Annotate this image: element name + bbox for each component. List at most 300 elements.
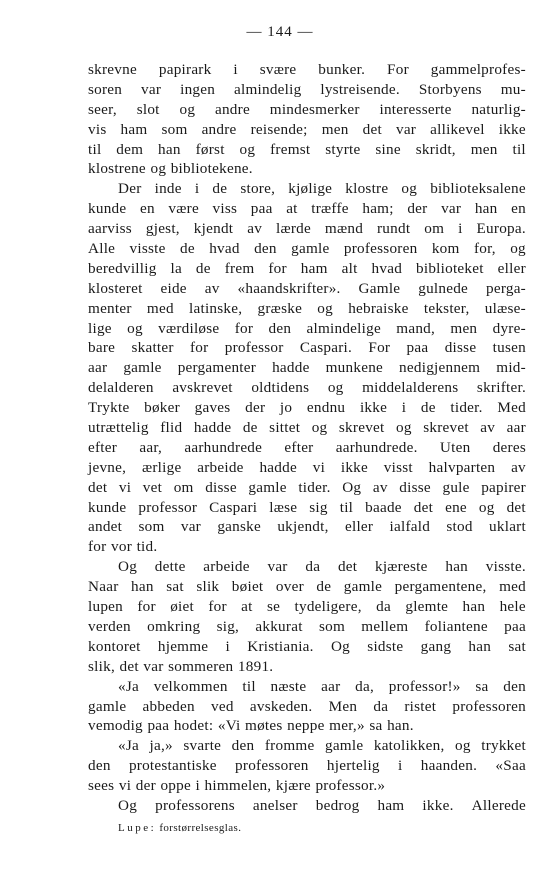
text-line xyxy=(88,796,526,816)
word: en xyxy=(511,200,526,218)
word: og xyxy=(317,299,333,317)
word: stod xyxy=(446,518,473,536)
word: la xyxy=(170,259,182,277)
word: gamle xyxy=(248,478,287,496)
word: til xyxy=(339,498,354,516)
word: vi xyxy=(118,478,132,496)
word: mer,» xyxy=(329,717,365,735)
word: andre xyxy=(214,100,250,118)
word: vi xyxy=(118,777,132,795)
word: professor xyxy=(224,339,284,357)
word: hvad xyxy=(209,240,240,258)
word: hadde xyxy=(272,359,310,377)
text-line xyxy=(88,498,526,518)
word: haanden. xyxy=(420,757,478,775)
text-line xyxy=(88,159,526,179)
word: skrevet xyxy=(423,419,469,437)
text-line xyxy=(88,478,526,498)
text-line xyxy=(88,776,526,796)
word: for xyxy=(234,319,254,337)
word: neppe xyxy=(287,717,325,735)
word: mellem xyxy=(361,617,409,635)
word: gule xyxy=(442,478,470,496)
word: skatter xyxy=(131,339,174,357)
word: det xyxy=(362,120,382,138)
word: og xyxy=(401,180,418,198)
word: latinske, xyxy=(189,299,243,317)
word: for xyxy=(190,339,209,357)
word: og xyxy=(127,319,143,337)
word: eller xyxy=(497,259,526,277)
word: viss xyxy=(212,200,238,218)
word: det xyxy=(506,498,526,516)
word: at xyxy=(286,200,298,218)
word: sommeren xyxy=(168,657,234,675)
text-line xyxy=(88,279,526,299)
text-line xyxy=(88,239,526,259)
word: 1891. xyxy=(237,657,274,675)
word: avskrevet xyxy=(172,379,233,397)
word: var xyxy=(441,200,462,218)
word: den xyxy=(231,737,255,755)
word: professor.» xyxy=(315,777,386,795)
word: der xyxy=(407,200,428,218)
word: men xyxy=(450,319,478,337)
word: Naar xyxy=(88,578,119,596)
word: der xyxy=(135,777,156,795)
word: hodet: xyxy=(173,717,214,735)
word: da xyxy=(373,697,389,715)
word: da, xyxy=(355,677,375,695)
text-line xyxy=(88,259,526,279)
word: om xyxy=(173,478,194,496)
word: var xyxy=(267,558,288,576)
word: styrte xyxy=(325,140,361,158)
word: Storbyens xyxy=(418,80,482,98)
word: papirer xyxy=(481,478,526,496)
word: men xyxy=(321,120,349,138)
word: bunker. xyxy=(318,61,366,78)
word: ulæse- xyxy=(484,299,526,317)
page-number: — 144 — xyxy=(246,24,314,40)
word: skrevne xyxy=(88,61,137,78)
word: foliantene xyxy=(424,617,488,635)
word: endnu xyxy=(306,399,346,417)
word: lystreisende. xyxy=(320,80,400,98)
word: den xyxy=(254,240,277,258)
word: ialfald xyxy=(389,518,431,536)
text-line xyxy=(88,537,526,557)
word: det xyxy=(88,478,108,496)
word: var xyxy=(141,80,162,98)
word: sa xyxy=(369,717,383,735)
word: bøiet xyxy=(231,578,264,596)
word: om xyxy=(424,220,445,238)
text-line xyxy=(88,577,526,597)
word: være xyxy=(168,200,199,218)
word: for xyxy=(268,259,287,277)
word: slik, xyxy=(88,657,115,675)
word: professoren xyxy=(235,757,309,775)
word: arbeide xyxy=(197,458,244,476)
word: professor xyxy=(138,498,198,516)
word: gaves xyxy=(194,399,231,417)
word: i xyxy=(194,180,200,198)
word: gamle xyxy=(343,578,383,596)
text-line xyxy=(88,80,526,100)
word: verden xyxy=(88,617,131,635)
word: disse xyxy=(399,478,431,496)
word: fromme xyxy=(264,737,315,755)
word: svære xyxy=(259,61,297,78)
word: flid xyxy=(160,419,183,437)
word: i xyxy=(458,220,463,238)
word: var xyxy=(180,518,201,536)
word: og xyxy=(478,498,495,516)
word: over xyxy=(275,578,304,596)
word: hadde xyxy=(193,419,232,437)
word: de xyxy=(316,578,332,596)
word: Og xyxy=(118,558,138,576)
word: rundt xyxy=(377,220,411,238)
word: professorens xyxy=(155,796,235,814)
word: dette xyxy=(154,558,186,576)
word: reisende; xyxy=(250,120,308,138)
word: næste xyxy=(270,677,307,695)
word: hebraiske xyxy=(348,299,409,317)
word: kjære xyxy=(275,777,311,795)
word: almindelig xyxy=(233,80,302,98)
word: Med xyxy=(497,399,526,417)
word: «Ja xyxy=(118,737,139,755)
word: halvparten xyxy=(428,458,496,476)
word: var xyxy=(395,120,417,138)
word: naturlig- xyxy=(471,100,526,118)
word: med xyxy=(499,578,526,596)
word: sees xyxy=(88,777,115,795)
word: biblioteksalene xyxy=(430,180,526,198)
word: øiet xyxy=(170,598,194,616)
word: andet xyxy=(88,518,123,536)
word: som xyxy=(161,120,188,138)
word: «Saa xyxy=(495,757,526,775)
word: velkommen xyxy=(153,677,228,695)
word: kjendt xyxy=(193,220,234,238)
word: klostre xyxy=(345,180,389,198)
word: da xyxy=(376,598,391,616)
word: han xyxy=(445,558,469,576)
word: i xyxy=(398,757,403,775)
word: træffe xyxy=(311,200,349,218)
word: vor xyxy=(111,538,133,556)
word: av xyxy=(480,419,496,437)
word: avskeden. xyxy=(249,697,313,715)
word: for, xyxy=(473,240,496,258)
word: bare xyxy=(88,339,116,357)
word: gammelprofes- xyxy=(430,61,526,78)
word: ganske xyxy=(217,518,261,536)
word: kunde xyxy=(88,200,127,218)
word: tider. xyxy=(450,399,483,417)
word: og xyxy=(239,140,256,158)
word: sig xyxy=(309,498,328,516)
text-line xyxy=(88,140,526,160)
word: sidste xyxy=(367,637,404,655)
word: glemte xyxy=(405,598,449,616)
word: inde xyxy=(154,180,182,198)
word: menter xyxy=(88,299,132,317)
word: Og xyxy=(118,796,138,814)
word: soren xyxy=(88,80,123,98)
word: han xyxy=(474,200,498,218)
word: visste. xyxy=(485,558,526,576)
word: i xyxy=(233,61,238,78)
word: ikke. xyxy=(422,796,454,814)
word: ikke xyxy=(498,120,526,138)
word: av xyxy=(511,458,526,476)
text-line xyxy=(88,657,526,677)
word: mand, xyxy=(396,319,436,337)
word: til xyxy=(512,140,526,158)
word: ristet xyxy=(404,697,437,715)
word: hadde xyxy=(259,458,297,476)
word: nedigjennem xyxy=(399,359,481,377)
word: se xyxy=(266,598,281,616)
word: Der xyxy=(118,180,142,198)
word: Europa. xyxy=(476,220,526,238)
text-line xyxy=(88,199,526,219)
word: gamle xyxy=(324,737,364,755)
word: han xyxy=(131,578,154,596)
word: professor!» xyxy=(388,677,461,695)
word: og xyxy=(327,379,344,397)
word: ene xyxy=(445,498,467,516)
word: de xyxy=(179,240,195,258)
text-line xyxy=(88,378,526,398)
word: og xyxy=(179,100,196,118)
word: for xyxy=(137,598,156,616)
word: sat xyxy=(166,578,184,596)
word: deres xyxy=(492,438,526,456)
text-line xyxy=(88,338,526,358)
word: Alle xyxy=(88,240,116,258)
word: kjæreste xyxy=(374,558,428,576)
word: visste xyxy=(129,240,166,258)
word: almindelige xyxy=(306,319,381,337)
word: mænd xyxy=(324,220,364,238)
word: aarhundrede xyxy=(184,438,263,456)
word: uklart xyxy=(489,518,526,536)
word: møtes xyxy=(245,717,283,735)
word: slik xyxy=(196,578,220,596)
word: og xyxy=(396,419,412,437)
word: Allerede xyxy=(471,796,526,814)
word: himmelen, xyxy=(204,777,272,795)
text-line xyxy=(88,597,526,617)
word: at xyxy=(241,598,253,616)
word: munkene xyxy=(325,359,384,377)
word: i xyxy=(401,399,407,417)
word: kjølige xyxy=(288,180,333,198)
word: bøker xyxy=(144,399,180,417)
word: sine xyxy=(375,140,401,158)
word: For xyxy=(368,339,391,357)
word: den xyxy=(503,677,526,695)
word: seer, xyxy=(88,100,117,118)
word: arbeide xyxy=(203,558,250,576)
footnote-definition: forstørrelsesglas. xyxy=(156,822,242,834)
word: vet xyxy=(142,478,163,496)
word: det xyxy=(337,558,358,576)
word: Men xyxy=(328,697,358,715)
word: ærlige xyxy=(141,458,182,476)
word: tydeligere, xyxy=(294,598,362,616)
word: utrættelig xyxy=(88,419,149,437)
word: paa xyxy=(406,339,429,357)
word: pergamentene, xyxy=(394,578,487,596)
word: disse xyxy=(205,478,237,496)
text-line xyxy=(88,677,526,697)
word: mu- xyxy=(500,80,526,98)
word: han xyxy=(158,140,181,158)
word: alt xyxy=(341,259,358,277)
word: jo xyxy=(279,399,293,417)
footnote xyxy=(118,822,241,834)
word: dem xyxy=(116,140,144,158)
word: græske xyxy=(257,299,303,317)
word: kunde xyxy=(88,498,127,516)
word: vi xyxy=(312,458,326,476)
word: de xyxy=(195,259,211,277)
word: delalderen xyxy=(88,379,154,397)
word: Og xyxy=(342,478,362,496)
word: i xyxy=(195,777,200,795)
word: anelser xyxy=(252,796,298,814)
word: kom xyxy=(431,240,460,258)
word: Trykte xyxy=(88,399,130,417)
word: læse xyxy=(269,498,298,516)
word: middelalderens xyxy=(362,379,459,397)
text-line xyxy=(88,319,526,339)
word: «haandskrifter». xyxy=(237,279,341,297)
word: ham xyxy=(377,796,405,814)
word: den xyxy=(88,757,111,775)
word: mindesmerker xyxy=(269,100,360,118)
text-line xyxy=(88,219,526,239)
word: han xyxy=(462,598,486,616)
word: av xyxy=(372,478,388,496)
word: ingen xyxy=(180,80,216,98)
word: av xyxy=(247,220,263,238)
text-line xyxy=(88,637,526,657)
text-line xyxy=(88,398,526,418)
word: baade xyxy=(365,498,402,516)
word: protestantiske xyxy=(128,757,217,775)
text-line xyxy=(88,418,526,438)
text-line xyxy=(88,517,526,537)
word: allikevel xyxy=(430,120,485,138)
word: hjemme xyxy=(157,637,209,655)
word: de xyxy=(242,419,258,437)
word: frem xyxy=(224,259,255,277)
word: aar xyxy=(321,677,341,695)
text-line xyxy=(88,100,526,120)
word: først xyxy=(195,140,225,158)
word: lige xyxy=(88,319,112,337)
word: sat xyxy=(508,637,526,655)
word: det xyxy=(413,498,434,516)
word: sa xyxy=(475,677,489,695)
word: der xyxy=(245,399,266,417)
word: perga- xyxy=(485,279,526,297)
word: vemodig xyxy=(88,717,143,735)
word: ham xyxy=(300,259,328,277)
word: skrifter. xyxy=(476,379,526,397)
word: aarhundrede. xyxy=(335,438,418,456)
word: sittet xyxy=(269,419,301,437)
word: paa xyxy=(250,200,273,218)
word: han. xyxy=(387,717,414,735)
word: aarviss xyxy=(88,220,132,238)
word: svarte xyxy=(183,737,222,755)
word: biblioteket xyxy=(416,259,484,277)
text-line xyxy=(88,697,526,717)
word: ham; xyxy=(362,200,394,218)
word: gulnede xyxy=(418,279,469,297)
word: visst xyxy=(383,458,413,476)
body-text xyxy=(88,60,526,816)
word: og xyxy=(455,737,471,755)
word: var xyxy=(143,657,164,675)
word: i xyxy=(225,637,231,655)
text-line xyxy=(88,60,526,80)
text-line xyxy=(88,358,526,378)
word: lupen xyxy=(88,598,123,616)
word: katolikken, xyxy=(373,737,445,755)
word: ham xyxy=(120,120,148,138)
word: en xyxy=(139,200,155,218)
word: vis xyxy=(88,120,107,138)
word: Kristiania. xyxy=(247,637,314,655)
word: paa xyxy=(504,617,526,635)
text-line xyxy=(88,736,526,756)
word: interesserte xyxy=(379,100,452,118)
word: ved xyxy=(211,697,234,715)
word: «Ja xyxy=(118,677,139,695)
word: omkring xyxy=(147,617,201,635)
word: hele xyxy=(499,598,526,616)
word: for xyxy=(88,538,107,556)
word: gamle xyxy=(88,697,127,715)
word: efter xyxy=(88,438,118,456)
text-line xyxy=(88,756,526,776)
word: den xyxy=(268,319,292,337)
word: lærde xyxy=(275,220,311,238)
word: de xyxy=(420,399,436,417)
word: hvad xyxy=(371,259,403,277)
word: fremst xyxy=(270,140,311,158)
word: dyre- xyxy=(492,319,526,337)
word: og xyxy=(150,160,167,178)
text-line xyxy=(88,716,526,736)
word: gamle xyxy=(123,359,162,377)
word: de xyxy=(212,180,228,198)
footnote-term: Lupe: xyxy=(118,822,157,834)
word: paa xyxy=(147,717,170,735)
word: oldtidens xyxy=(251,379,310,397)
word: slot xyxy=(136,100,160,118)
word: til xyxy=(88,140,102,158)
